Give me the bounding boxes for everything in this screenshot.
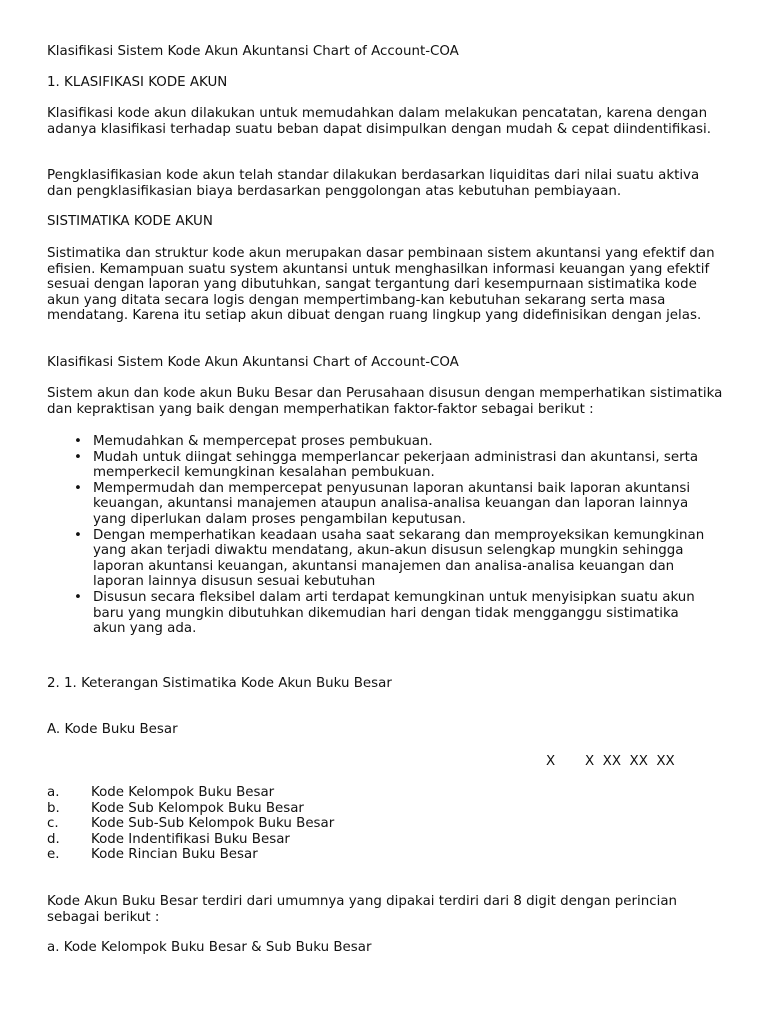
document-title: Klasifikasi Sistem Kode Akun Akuntansi Chart of Account-COA xyxy=(47,44,459,59)
bullet-icon: • xyxy=(74,449,82,465)
list-item xyxy=(47,832,334,848)
section-heading-coa: Klasifikasi Sistem Kode Akun Akuntansi Chart of Account-COA xyxy=(47,355,459,370)
code-list xyxy=(47,785,334,863)
bullet-icon: • xyxy=(74,434,82,449)
list-item-text: Disusun secara fleksibel dalam arti terdapat kemungkinan untuk menyisipkan suatu akun baru yang mungkin dibutuhkan dikemudian hari dengan tidak mengganggu sistimatika akun yang ada. xyxy=(93,589,695,637)
list-item-text: Kode Sub-Sub Kelompok Buku Besar xyxy=(91,816,335,832)
section-heading-kode-buku-besar: A. Kode Buku Besar xyxy=(47,722,178,737)
list-item-text: Dengan memperhatikan keadaan usaha saat sekarang dan memproyeksikan kemungkinan yang akan terjadi diwaktu mendatang, akun-akun disusun selengkap mungkin sehingga laporan akuntansi keuangan, akuntansi manajemen dan analisa-analisa keuangan dan laporan lainnya disusun sesuai kebutuhan xyxy=(93,527,705,590)
list-item xyxy=(47,434,707,450)
list-item xyxy=(47,785,334,801)
code-pattern: X X XX XX XX xyxy=(546,754,675,769)
bullet-icon: • xyxy=(74,480,82,496)
list-item-text: Kode Rincian Buku Besar xyxy=(91,847,258,863)
list-item xyxy=(47,481,707,528)
factor-list xyxy=(47,434,707,637)
list-marker: b. xyxy=(47,800,60,816)
list-item xyxy=(47,801,334,817)
list-item-text: Mempermudah dan mempercepat penyusunan laporan akuntansi baik laporan akuntansi keuangan, akuntansi manajemen ataupun analisa-analisa keuangan dan laporan lainnya yang diperlukan dalam proses pengambilan keputusan. xyxy=(93,480,691,527)
paragraph-pengklasifikasian: Pengklasifikasian kode akun telah standar dilakukan berdasarkan liquiditas dari nilai suatu aktiva dan pengklasifikasian biaya berdasarkan penggolongan atas kebutuhan pembiayaan. xyxy=(47,168,700,199)
section-heading-keterangan: 2. 1. Keterangan Sistimatika Kode Akun Buku Besar xyxy=(47,676,392,691)
section-heading-klasifikasi: 1. KLASIFIKASI KODE AKUN xyxy=(47,75,228,90)
list-item-text: Memudahkan & mempercepat proses pembukuan. xyxy=(93,434,433,449)
paragraph-kode-akun: Kode Akun Buku Besar terdiri dari umumnya yang dipakai terdiri dari 8 digit dengan perincian sebagai berikut : xyxy=(47,894,678,925)
section-heading-sistimatika: SISTIMATIKA KODE AKUN xyxy=(47,214,213,229)
list-item xyxy=(47,450,707,481)
list-item-text: Kode Kelompok Buku Besar xyxy=(91,785,275,800)
list-item-text: Kode Indentifikasi Buku Besar xyxy=(91,831,290,847)
section-heading-kelompok: a. Kode Kelompok Buku Besar & Sub Buku Besar xyxy=(47,940,372,955)
bullet-icon: • xyxy=(74,589,82,605)
list-marker: a. xyxy=(47,785,60,800)
list-item xyxy=(47,816,334,832)
bullet-icon: • xyxy=(74,527,82,543)
list-item xyxy=(47,847,334,863)
list-item xyxy=(47,590,707,637)
list-marker: e. xyxy=(47,847,60,863)
list-item xyxy=(47,528,707,590)
paragraph-klasifikasi: Klasifikasi kode akun dilakukan untuk memudahkan dalam melakukan pencatatan, karena dengan adanya klasifikasi terhadap suatu beban dapat disimpulkan dengan mudah & cepat diindentifikasi. xyxy=(47,106,711,137)
list-item-text: Kode Sub Kelompok Buku Besar xyxy=(91,800,304,816)
list-marker: d. xyxy=(47,831,60,847)
paragraph-sistimatika: Sistimatika dan struktur kode akun merupakan dasar pembinaan sistem akuntansi yang efektif dan efisien. Kemampuan suatu system akuntansi untuk menghasilkan informasi keuangan yang efektif sesuai dengan laporan yang dibutuhkan, sangat tergantung dari kesempurnaan sistimatika kode akun yang ditata secara logis dengan mempertimbang-kan kebutuhan sekarang serta masa mendatang. Karena itu setiap akun dibuat dengan ruang lingkup yang didefinisikan dengan jelas. xyxy=(47,246,715,324)
list-marker: c. xyxy=(47,816,59,832)
list-item-text: Mudah untuk diingat sehingga memperlancar pekerjaan administrasi dan akuntansi, serta memperkecil kemungkinan kesalahan pembukuan. xyxy=(93,449,699,481)
paragraph-sistem-akun: Sistem akun dan kode akun Buku Besar dan Perusahaan disusun dengan memperhatikan sistimatika dan kepraktisan yang baik dengan memperhatikan faktor-faktor sebagai berikut : xyxy=(47,386,723,417)
